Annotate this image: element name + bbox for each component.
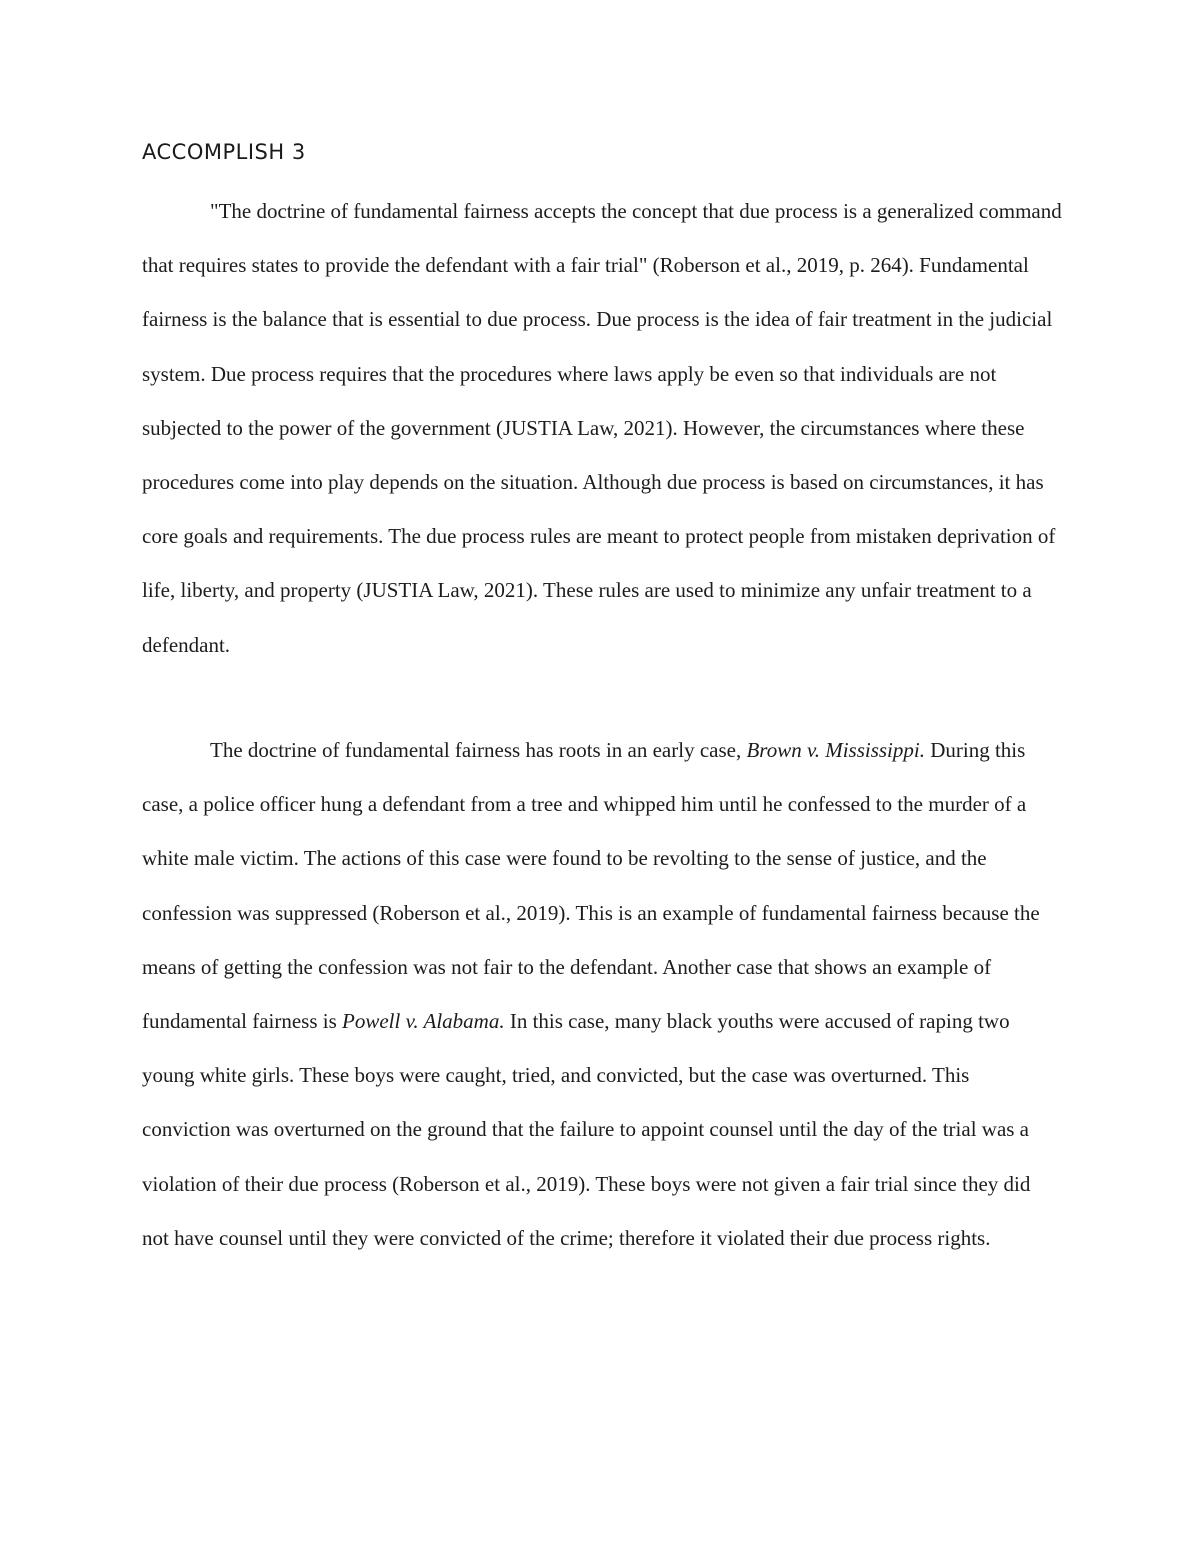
case-name-powell-v-alabama: Powell v. Alabama. xyxy=(342,1009,505,1034)
paragraph-2-text-part-2: During this case, a police officer hung a defendant from a tree and whipped him until he confessed to the murder of a white male victim. The actions of this case were found to be revolting to the sense of justice, and the confession was suppressed (Roberson et al., 2019). This is an example of fundamental fairness because the means of getting the confession was not fair to the defendant. Another case that shows an example of fundamental fairness is xyxy=(142,738,1040,1034)
paragraph-2-text-part-1: The doctrine of fundamental fairness has roots in an early case, xyxy=(210,738,747,762)
case-name-brown-v-mississippi: Brown v. Mississippi. xyxy=(746,738,925,762)
paragraph-fundamental-fairness: "The doctrine of fundamental fairness accepts the concept that due process is a generalized command that requires states to provide the defendant with a fair trial" (Roberson et al., 2019, p. 264). Fundamental fairness is the balance that is essential to due process. Due process is the idea of fair treatment in the judicial system. Due process requires that the procedures where laws apply be even so that individuals are not subjected to the power of the government (JUSTIA Law, 2021). However, the circumstances where these procedures come into play depends on the situation. Although due process is based on circumstances, it has core goals and requirements. The due process rules are meant to protect people from mistaken deprivation of life, liberty, and property (JUSTIA Law, 2021). These rules are used to minimize any unfair treatment to a defendant. xyxy=(142,199,1062,657)
paragraph-case-examples xyxy=(142,723,1062,1265)
document-heading: ACCOMPLISH 3 xyxy=(142,140,306,164)
paragraph-2-text-part-3: In this case, many black youths were accused of raping two young white girls. These boys were caught, tried, and convicted, but the case was overturned. This conviction was overturned on the ground that the failure to appoint counsel until the day of the trial was a violation of their due process (Roberson et al., 2019). These boys were not given a fair trial since they did not have counsel until they were convicted of the crime; therefore it violated their due process rights. xyxy=(142,1009,1031,1250)
